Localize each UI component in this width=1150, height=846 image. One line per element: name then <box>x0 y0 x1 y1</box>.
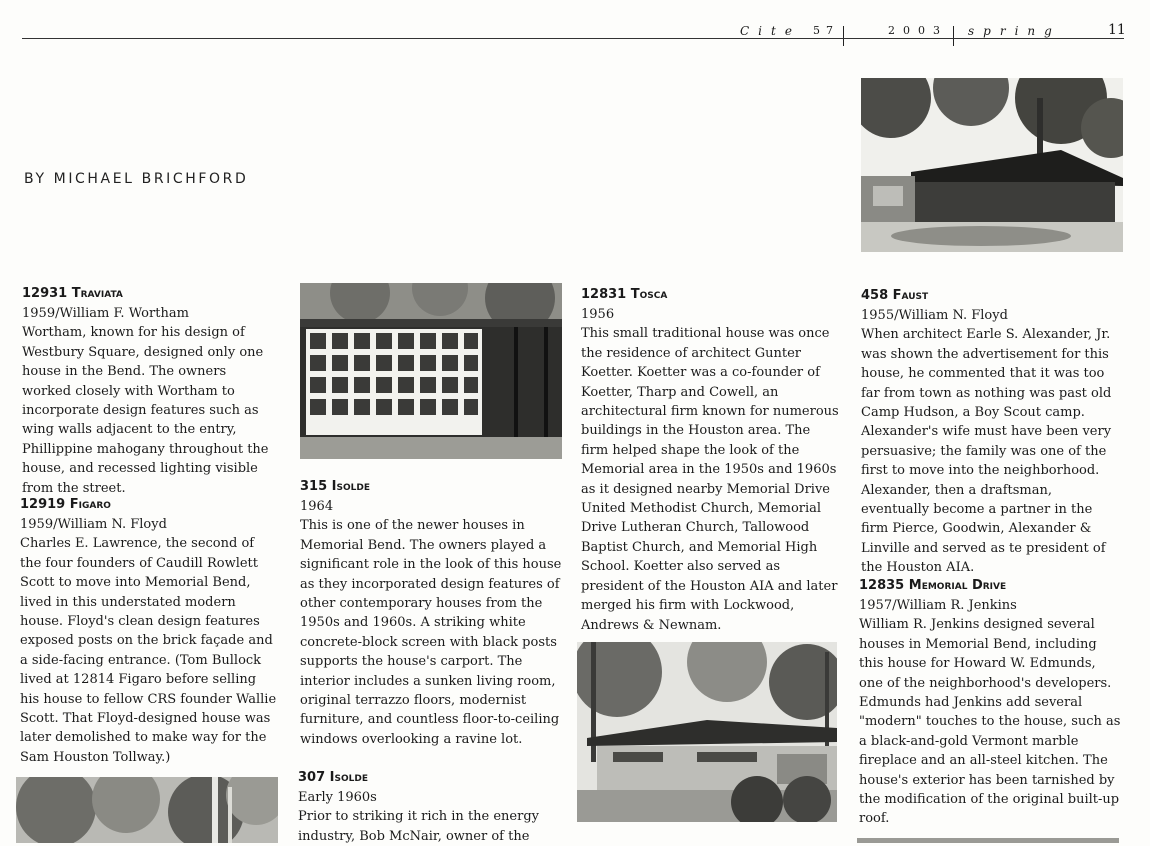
entry-315-isolde <box>300 477 562 749</box>
house-photo-12835-memorial-drive <box>577 642 837 822</box>
entry-meta: 1959/William N. Floyd <box>20 517 167 532</box>
entry-meta: Early 1960s <box>298 790 377 805</box>
entry-307-isolde <box>298 768 562 846</box>
entry-body: When architect Earle S. Alexander, Jr. was shown the advertisement for this house, he commented that it was too far from town as nothing was past old Camp Hudson, a Boy Scout camp. Alexander's wife must have been very persuasive; the family was one of the first to move into the neighborhood. Alexander, then a draftsman, eventually become a partner in the firm Pierce, Goodwin, Alexander & Linville and served as te president of the Houston AIA. <box>861 327 1112 576</box>
entry-title: 12831 Tosca <box>581 287 668 302</box>
byline: BY MICHAEL BRICHFORD <box>24 171 249 187</box>
entry-meta: 1956 <box>581 307 615 322</box>
house-photo-458-faust <box>861 78 1123 252</box>
header-year: 2003 <box>888 24 948 37</box>
header-publication: Cite <box>740 24 801 38</box>
page-number: 11 <box>1108 22 1126 38</box>
entry-12835-memorial-drive <box>859 576 1123 829</box>
entry-title: 12919 Figaro <box>20 497 111 512</box>
photo-edge <box>857 838 1119 843</box>
entry-meta: 1959/William F. Wortham <box>22 306 189 321</box>
header-rule <box>22 38 1124 39</box>
entry-meta: 1955/William N. Floyd <box>861 308 1008 323</box>
entry-title: 307 Isolde <box>298 770 368 785</box>
entry-meta: 1964 <box>300 499 334 514</box>
house-photo-315-isolde <box>300 283 562 459</box>
entry-meta: 1957/William R. Jenkins <box>859 598 1017 613</box>
header-divider <box>843 26 844 46</box>
entry-title: 458 Faust <box>861 288 929 303</box>
entry-body: Charles E. Lawrence, the second of the four founders of Caudill Rowlett Scott to move into Memorial Bend, lived in this understated modern house. Floyd's clean design features exposed posts on the brick façade and a side-facing entrance. (Tom Bullock lived at 12814 Figaro before selling his house to fellow CRS founder Wallie Scott. That Floyd-designed house was later demolished to make way for the Sam Houston Tollway.) <box>20 536 277 765</box>
running-header <box>0 24 1150 44</box>
entry-body: This is one of the newer houses in Memorial Bend. The owners played a significant role in the look of this house as they incorporated design features of other contemporary houses from the 1950s and 1960s. A striking white concrete-block screen with black posts supports the house's carport. The interior includes a sunken living room, original terrazzo floors, modernist furniture, and countless floor-to-ceiling windows overlooking a ravine lot. <box>300 518 562 747</box>
entry-body: This small traditional house was once the residence of architect Gunter Koetter. Koetter was a co-founder of Koetter, Tharp and Cowell, an architectural firm known for numerous buildings in the Houston area. The firm helped shape the look of the Memorial area in the 1950s and 1960s as it designed nearby Memorial Drive United Methodist Church, Memorial Drive Lutheran Church, Tallowood Baptist Church, and Memorial High School. Koetter also served as president of the Houston AIA and later merged his firm with Lockwood, Andrews & Newnam. <box>581 326 839 633</box>
entry-body: Prior to striking it rich in the energy industry, Bob McNair, owner of the <box>298 809 540 844</box>
entry-body: William R. Jenkins designed several houses in Memorial Bend, including this house for Howard W. Edmunds, one of the neighborhood's developers. Edmunds had Jenkins add several "modern" touches to the house, such as a black-and-gold Vermont marble fireplace and an all-steel kitchen. The house's exterior has been tarnished by the modification of the original built-up roof. <box>859 617 1121 827</box>
entry-body: Wortham, known for his design of Westbury Square, designed only one house in the Bend. The owners worked closely with Wortham to incorporate design features such as wing walls adjacent to the entry, Phillippine mahogany throughout the house, and recessed lighting visible from the street. <box>22 325 269 496</box>
entry-458-faust <box>861 286 1123 578</box>
entry-title: 315 Isolde <box>300 479 370 494</box>
header-season: spring <box>968 24 1061 38</box>
entry-12831-tosca <box>581 285 841 635</box>
header-issue: 57 <box>813 24 839 37</box>
entry-title: 12931 Traviata <box>22 286 123 301</box>
header-divider <box>953 26 954 46</box>
house-photo-trees <box>16 777 278 843</box>
entry-12931-traviata <box>22 284 278 498</box>
entry-title: 12835 Memorial Drive <box>859 578 1007 593</box>
entry-12919-figaro <box>20 495 278 767</box>
